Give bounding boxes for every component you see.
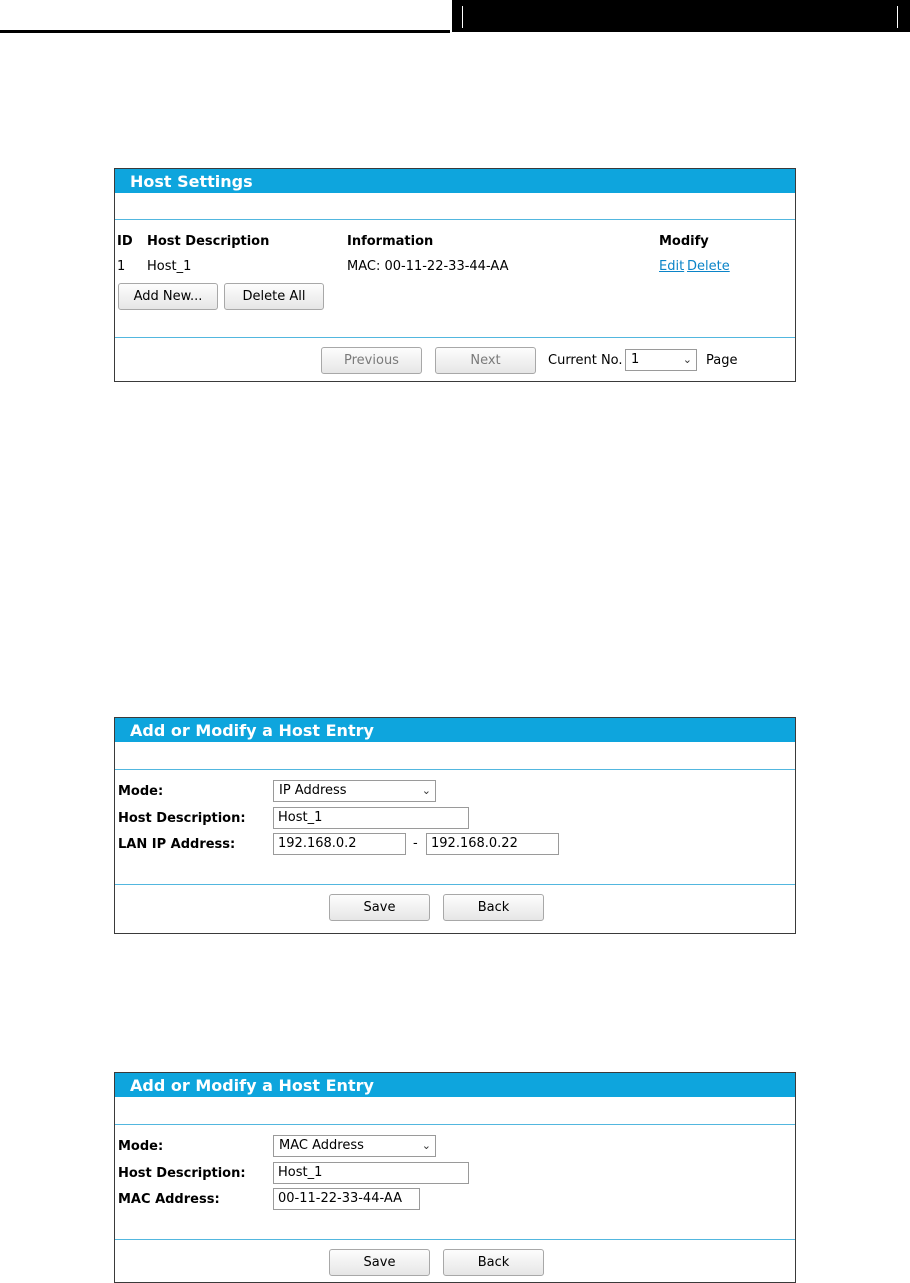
next-button[interactable]: Next <box>435 347 536 374</box>
host-description-label: Host Description: <box>118 811 246 826</box>
mode-value: IP Address <box>279 783 347 798</box>
host-description-input[interactable]: Host_1 <box>273 1162 469 1184</box>
mac-address-input[interactable]: 00-11-22-33-44-AA <box>273 1188 420 1210</box>
host-entry-ip-panel <box>114 717 796 934</box>
host-settings-panel <box>114 168 796 382</box>
header-divider <box>897 6 898 28</box>
row-information: MAC: 00-11-22-33-44-AA <box>347 259 509 274</box>
ip-end-input[interactable]: 192.168.0.22 <box>426 833 559 855</box>
ip-range-dash: - <box>413 836 418 851</box>
save-button[interactable]: Save <box>329 1249 430 1276</box>
save-button[interactable]: Save <box>329 894 430 921</box>
panel-title: Host Settings <box>115 169 795 193</box>
delete-all-button[interactable]: Delete All <box>224 283 324 310</box>
delete-link[interactable]: Delete <box>687 259 730 274</box>
divider <box>115 1124 795 1125</box>
mode-value: MAC Address <box>279 1138 364 1153</box>
mode-select[interactable] <box>273 780 436 802</box>
divider <box>115 1239 795 1240</box>
edit-link[interactable]: Edit <box>659 259 685 274</box>
chevron-down-icon: ⌄ <box>682 353 692 366</box>
page-label: Page <box>706 353 738 368</box>
column-header-information: Information <box>347 234 434 249</box>
divider <box>115 769 795 770</box>
divider <box>115 884 795 885</box>
header-bar <box>452 0 910 32</box>
mac-address-label: MAC Address: <box>118 1192 220 1207</box>
row-id: 1 <box>117 259 126 274</box>
mode-label: Mode: <box>118 1139 164 1154</box>
row-host-description: Host_1 <box>147 259 192 274</box>
header-divider <box>462 6 463 28</box>
divider <box>115 219 795 220</box>
current-no-label: Current No. <box>548 353 623 368</box>
host-entry-mac-panel <box>114 1072 796 1283</box>
column-header-host-description: Host Description <box>147 234 270 249</box>
back-button[interactable]: Back <box>443 1249 544 1276</box>
previous-button[interactable]: Previous <box>321 347 422 374</box>
header-rule <box>0 30 450 33</box>
panel-title: Add or Modify a Host Entry <box>115 718 795 742</box>
ip-start-input[interactable]: 192.168.0.2 <box>273 833 406 855</box>
chevron-down-icon: ⌄ <box>421 1139 431 1152</box>
lan-ip-address-label: LAN IP Address: <box>118 837 236 852</box>
column-header-id: ID <box>117 234 133 249</box>
chevron-down-icon: ⌄ <box>421 784 431 797</box>
column-header-modify: Modify <box>659 234 709 249</box>
mode-select[interactable] <box>273 1135 436 1157</box>
host-description-label: Host Description: <box>118 1166 246 1181</box>
divider <box>115 337 795 338</box>
back-button[interactable]: Back <box>443 894 544 921</box>
add-new-button[interactable]: Add New... <box>118 283 218 310</box>
current-page-select[interactable] <box>625 349 697 371</box>
current-page-value: 1 <box>631 352 640 367</box>
host-description-input[interactable]: Host_1 <box>273 807 469 829</box>
mode-label: Mode: <box>118 784 164 799</box>
panel-title: Add or Modify a Host Entry <box>115 1073 795 1097</box>
